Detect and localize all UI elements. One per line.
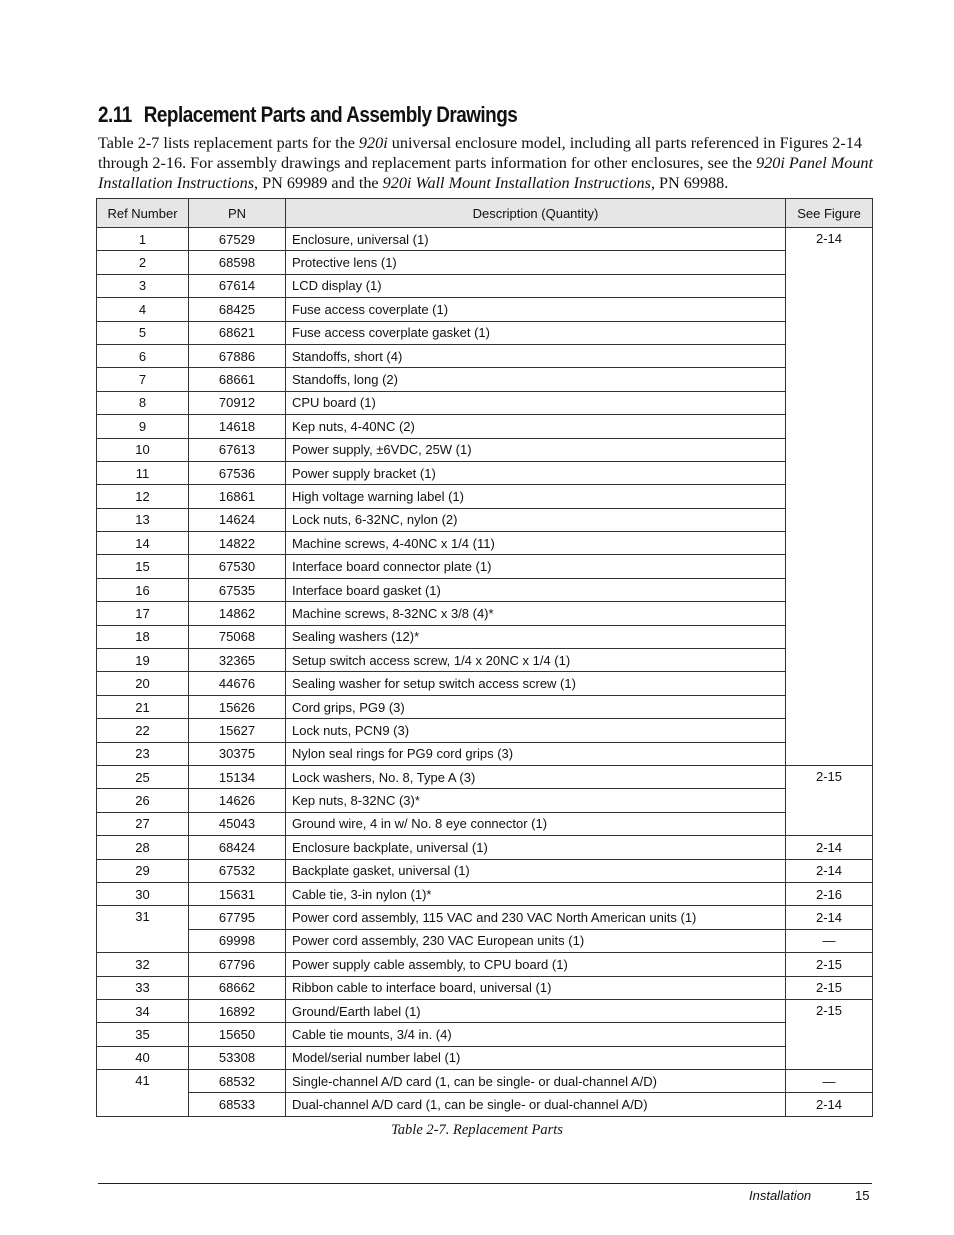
cell-pn: 68662: [189, 976, 286, 999]
footer-section: Installation: [749, 1188, 812, 1203]
cell-description: Ribbon cable to interface board, universal (1): [286, 976, 786, 999]
cell-ref-number: 21: [97, 695, 189, 718]
cell-pn: 67886: [189, 344, 286, 367]
cell-see-figure: 2-15: [786, 976, 873, 999]
cell-pn: 44676: [189, 672, 286, 695]
cell-ref-number: 33: [97, 976, 189, 999]
cell-description: Machine screws, 8-32NC x 3/8 (4)*: [286, 602, 786, 625]
cell-description: Standoffs, long (2): [286, 368, 786, 391]
cell-description: Machine screws, 4-40NC x 1/4 (11): [286, 532, 786, 555]
table-row: [97, 625, 873, 648]
cell-ref-number: 16: [97, 578, 189, 601]
cell-ref-number: 28: [97, 836, 189, 859]
cell-description: Single-channel A/D card (1, can be single- or dual-channel A/D): [286, 1070, 786, 1093]
cell-description: Lock washers, No. 8, Type A (3): [286, 765, 786, 788]
cell-description: Cable tie mounts, 3/4 in. (4): [286, 1023, 786, 1046]
cell-description: Kep nuts, 4-40NC (2): [286, 415, 786, 438]
cell-pn: 68598: [189, 251, 286, 274]
cell-pn: 68424: [189, 836, 286, 859]
cell-see-figure: —: [786, 929, 873, 952]
cell-see-figure: 2-14: [786, 1093, 873, 1116]
table-row: [97, 1023, 873, 1046]
cell-pn: 67614: [189, 274, 286, 297]
cell-pn: 75068: [189, 625, 286, 648]
cell-ref-number: 25: [97, 765, 189, 788]
table-row: [97, 1070, 873, 1093]
cell-ref-number: 15: [97, 555, 189, 578]
cell-see-figure: 2-16: [786, 882, 873, 905]
cell-pn: 16861: [189, 485, 286, 508]
cell-ref-number: 5: [97, 321, 189, 344]
cell-pn: 67613: [189, 438, 286, 461]
table-row: [97, 976, 873, 999]
table-row: [97, 508, 873, 531]
cell-pn: 15134: [189, 765, 286, 788]
table-row: [97, 695, 873, 718]
intro-text-2: universal enclosure model, including all parts referenced in Figures 2-14 through 2-16. For assembly drawings and replacement parts information for other enclosures, see the: [98, 134, 862, 172]
cell-ref-number: 22: [97, 719, 189, 742]
cell-ref-number: 18: [97, 625, 189, 648]
cell-pn: 15627: [189, 719, 286, 742]
cell-description: Protective lens (1): [286, 251, 786, 274]
cell-ref-number: 8: [97, 391, 189, 414]
table-row: [97, 321, 873, 344]
header-see-figure: See Figure: [786, 199, 873, 228]
table-row: [97, 368, 873, 391]
intro-paragraph: [98, 133, 878, 193]
cell-ref-number: 7: [97, 368, 189, 391]
cell-description: Kep nuts, 8-32NC (3)*: [286, 789, 786, 812]
cell-ref-number: 10: [97, 438, 189, 461]
cell-description: Lock nuts, PCN9 (3): [286, 719, 786, 742]
cell-see-figure: 2-14: [786, 859, 873, 882]
cell-pn: 67535: [189, 578, 286, 601]
cell-see-figure: 2-14: [786, 836, 873, 859]
cell-pn: 53308: [189, 1046, 286, 1069]
cell-pn: 14618: [189, 415, 286, 438]
cell-pn: 30375: [189, 742, 286, 765]
cell-pn: 16892: [189, 999, 286, 1022]
cell-pn: 67796: [189, 953, 286, 976]
cell-ref-number: 3: [97, 274, 189, 297]
table-row: [97, 251, 873, 274]
cell-pn: 15631: [189, 882, 286, 905]
cell-pn: 14626: [189, 789, 286, 812]
cell-description: Power supply bracket (1): [286, 461, 786, 484]
intro-text-3: , PN 69989 and the: [254, 174, 383, 192]
cell-pn: 14862: [189, 602, 286, 625]
cell-pn: 67529: [189, 228, 286, 251]
table-row: [97, 929, 873, 952]
cell-description: Fuse access coverplate gasket (1): [286, 321, 786, 344]
table-row: [97, 344, 873, 367]
cell-pn: 15650: [189, 1023, 286, 1046]
cell-ref-number: 19: [97, 649, 189, 672]
table-row: [97, 485, 873, 508]
intro-text-4: , PN 69988.: [650, 174, 729, 192]
cell-description: Ground wire, 4 in w/ No. 8 eye connector (1): [286, 812, 786, 835]
intro-italic-2: 920i Panel Mount Installation Instructions: [98, 154, 874, 192]
cell-description: Fuse access coverplate (1): [286, 298, 786, 321]
cell-ref-number: 35: [97, 1023, 189, 1046]
cell-description: Setup switch access screw, 1/4 x 20NC x 1/4 (1): [286, 649, 786, 672]
cell-ref-number: 20: [97, 672, 189, 695]
replacement-parts-table: [96, 198, 873, 1117]
cell-pn: 32365: [189, 649, 286, 672]
cell-ref-number: 12: [97, 485, 189, 508]
cell-pn: 68425: [189, 298, 286, 321]
header-pn: PN: [189, 199, 286, 228]
table-header-row: [97, 199, 873, 228]
cell-pn: 15626: [189, 695, 286, 718]
cell-description: Power cord assembly, 115 VAC and 230 VAC North American units (1): [286, 906, 786, 929]
cell-description: High voltage warning label (1): [286, 485, 786, 508]
section-number: 2.11: [98, 102, 132, 127]
table-row: [97, 1046, 873, 1069]
table-row: [97, 836, 873, 859]
cell-description: Enclosure backplate, universal (1): [286, 836, 786, 859]
section-heading: [98, 102, 517, 128]
cell-ref-number: 14: [97, 532, 189, 555]
intro-italic-3: 920i Wall Mount Installation Instructions: [382, 174, 651, 192]
table-row: [97, 789, 873, 812]
cell-pn: 70912: [189, 391, 286, 414]
cell-description: Nylon seal rings for PG9 cord grips (3): [286, 742, 786, 765]
cell-description: CPU board (1): [286, 391, 786, 414]
table-row: [97, 765, 873, 788]
cell-ref-number: 27: [97, 812, 189, 835]
cell-description: Interface board connector plate (1): [286, 555, 786, 578]
cell-description: Backplate gasket, universal (1): [286, 859, 786, 882]
cell-description: Sealing washer for setup switch access screw (1): [286, 672, 786, 695]
intro-italic-1: 920i: [358, 134, 388, 152]
cell-pn: 14624: [189, 508, 286, 531]
cell-description: LCD display (1): [286, 274, 786, 297]
cell-see-figure: 2-15: [786, 999, 873, 1069]
cell-pn: 69998: [189, 929, 286, 952]
section-title: Replacement Parts and Assembly Drawings: [143, 102, 518, 127]
cell-description: Ground/Earth label (1): [286, 999, 786, 1022]
cell-pn: 14822: [189, 532, 286, 555]
table-row: [97, 555, 873, 578]
cell-ref-number: 2: [97, 251, 189, 274]
table-row: [97, 999, 873, 1022]
table-row: [97, 672, 873, 695]
cell-pn: 67532: [189, 859, 286, 882]
header-ref-number: Ref Number: [97, 199, 189, 228]
cell-description: Interface board gasket (1): [286, 578, 786, 601]
cell-ref-number: 40: [97, 1046, 189, 1069]
cell-description: Dual-channel A/D card (1, can be single- or dual-channel A/D): [286, 1093, 786, 1116]
cell-pn: 68661: [189, 368, 286, 391]
table-row: [97, 578, 873, 601]
cell-ref-number: 29: [97, 859, 189, 882]
table-row: [97, 882, 873, 905]
cell-ref-number: 9: [97, 415, 189, 438]
cell-description: Standoffs, short (4): [286, 344, 786, 367]
header-description: Description (Quantity): [286, 199, 786, 228]
footer-rule: [98, 1183, 872, 1184]
cell-pn: 68533: [189, 1093, 286, 1116]
table-row: [97, 228, 873, 251]
table-row: [97, 742, 873, 765]
cell-ref-number: 26: [97, 789, 189, 812]
cell-see-figure: 2-14: [786, 228, 873, 766]
cell-ref-number: 31: [97, 906, 189, 953]
cell-ref-number: 6: [97, 344, 189, 367]
table-row: [97, 719, 873, 742]
cell-ref-number: 23: [97, 742, 189, 765]
table-row: [97, 859, 873, 882]
table-body: [97, 228, 873, 1117]
table-row: [97, 906, 873, 929]
cell-ref-number: 30: [97, 882, 189, 905]
cell-description: Lock nuts, 6-32NC, nylon (2): [286, 508, 786, 531]
cell-ref-number: 1: [97, 228, 189, 251]
cell-description: Cord grips, PG9 (3): [286, 695, 786, 718]
table-row: [97, 812, 873, 835]
cell-description: Power supply cable assembly, to CPU board (1): [286, 953, 786, 976]
table-row: [97, 415, 873, 438]
table-row: [97, 274, 873, 297]
intro-text-1: Table 2-7 lists replacement parts for the: [98, 134, 359, 152]
cell-description: Cable tie, 3-in nylon (1)*: [286, 882, 786, 905]
cell-pn: 67536: [189, 461, 286, 484]
table-row: [97, 298, 873, 321]
cell-ref-number: 11: [97, 461, 189, 484]
cell-pn: 45043: [189, 812, 286, 835]
cell-description: Sealing washers (12)*: [286, 625, 786, 648]
table-row: [97, 953, 873, 976]
cell-ref-number: 32: [97, 953, 189, 976]
cell-description: Model/serial number label (1): [286, 1046, 786, 1069]
table-row: [97, 602, 873, 625]
cell-pn: 68621: [189, 321, 286, 344]
cell-ref-number: 17: [97, 602, 189, 625]
cell-description: Power supply, ±6VDC, 25W (1): [286, 438, 786, 461]
cell-description: Power cord assembly, 230 VAC European units (1): [286, 929, 786, 952]
cell-ref-number: 4: [97, 298, 189, 321]
cell-ref-number: 13: [97, 508, 189, 531]
footer-page-number: 15: [855, 1188, 870, 1203]
cell-ref-number: 34: [97, 999, 189, 1022]
table-row: [97, 1093, 873, 1116]
cell-see-figure: 2-14: [786, 906, 873, 929]
cell-ref-number: 41: [97, 1070, 189, 1117]
table-row: [97, 438, 873, 461]
table-row: [97, 391, 873, 414]
cell-see-figure: —: [786, 1070, 873, 1093]
cell-description: Enclosure, universal (1): [286, 228, 786, 251]
table-row: [97, 649, 873, 672]
cell-pn: 68532: [189, 1070, 286, 1093]
table-row: [97, 461, 873, 484]
cell-see-figure: 2-15: [786, 953, 873, 976]
cell-see-figure: 2-15: [786, 765, 873, 835]
cell-pn: 67795: [189, 906, 286, 929]
table-row: [97, 532, 873, 555]
cell-pn: 67530: [189, 555, 286, 578]
table-caption: Table 2-7. Replacement Parts: [391, 1122, 563, 1138]
